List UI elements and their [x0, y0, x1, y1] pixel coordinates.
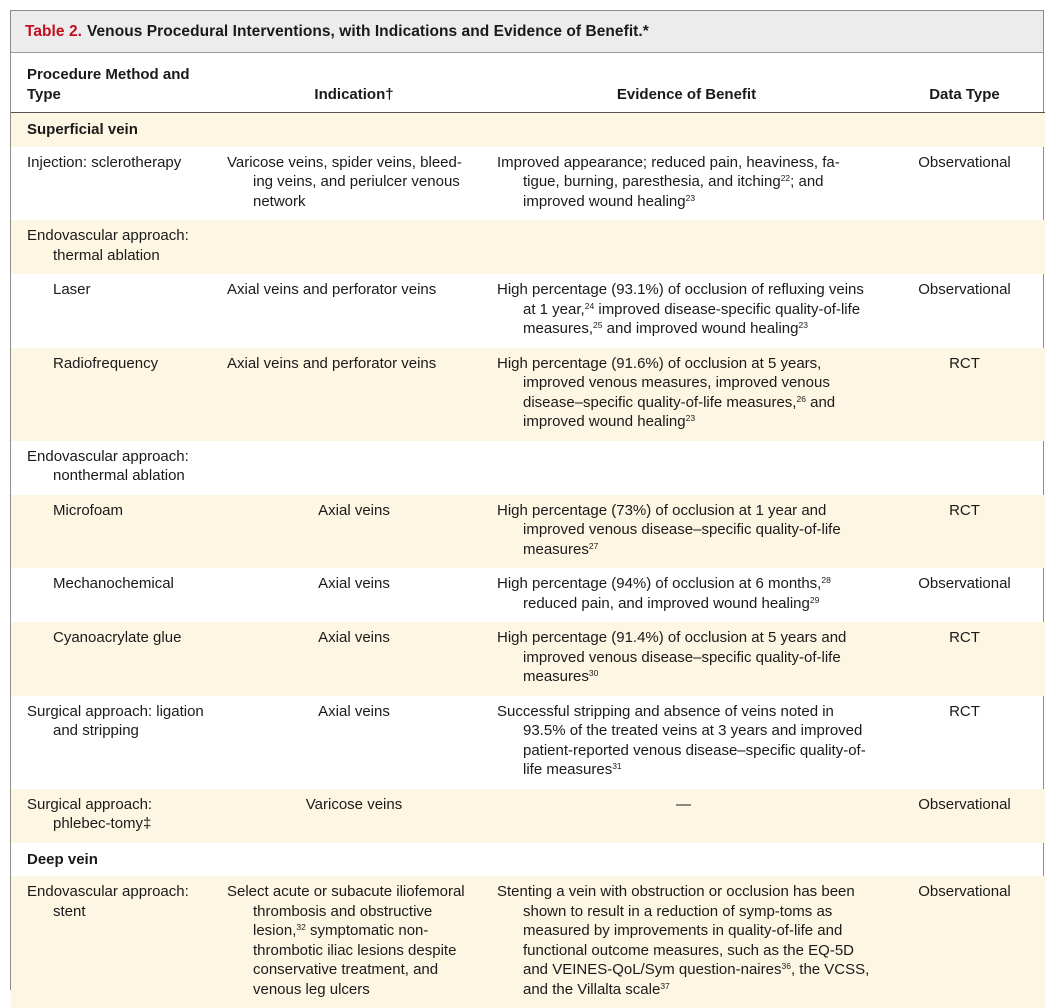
- data-type-cell: RCT: [949, 702, 980, 720]
- indication-cell: Select acute or subacute iliofemoral thrombosis and obstructive lesion,$^{32}$ symptomatic non-thrombotic iliac lesions despite conservative treatment, and venous leg ulcers: [219, 876, 489, 1008]
- evidence-cell: High percentage (93.1%) of occlusion of refluxing veins at 1 year,$^{24}$ improved disease-specific quality-of-life measures,$^{25}$ and improved wound healing$^{23}$: [497, 281, 864, 337]
- footnote-ref: 28: [821, 575, 831, 585]
- table-row: [11, 696, 1045, 789]
- indication-cell: Varicose veins: [219, 789, 489, 843]
- section-row-superficial: [11, 113, 1045, 147]
- evidence-cell: Successful stripping and absence of veins noted in 93.5% of the treated veins at 3 years and improved patient-reported venous disease–specific quality-of-life measures$^{31}$: [497, 702, 866, 778]
- table-row: [11, 789, 1045, 843]
- table-row: [11, 568, 1045, 622]
- procedure-cell: Surgical approach: phlebec-tomy‡: [11, 789, 219, 843]
- indication-cell: Axial veins: [318, 702, 390, 720]
- evidence-cell: High percentage (73%) of occlusion at 1 year and improved venous disease–specific quality-of-life measures$^{27}$: [489, 495, 884, 569]
- footnote-ref: 30: [588, 668, 599, 678]
- data-type-cell: Observational: [918, 281, 1011, 298]
- footnote-ref: 27: [588, 540, 599, 551]
- data-type-cell: Observational: [884, 789, 1045, 843]
- footnote-ref: 22: [780, 173, 791, 183]
- footnote-ref: 31: [612, 761, 622, 771]
- header-evidence: Evidence of Benefit: [489, 53, 884, 113]
- data-type-cell: RCT: [884, 495, 1045, 569]
- footnote-ref: 23: [798, 320, 808, 330]
- procedure-cell: Surgical approach: ligation and stripping: [27, 702, 204, 739]
- table-row: [11, 441, 1045, 495]
- section-label: Superficial vein: [11, 113, 1045, 147]
- procedure-cell: Laser: [53, 281, 91, 298]
- header-data-type: Data Type: [884, 53, 1045, 113]
- header-row: [11, 53, 1045, 113]
- procedure-cell: Mechanochemical: [53, 575, 174, 592]
- footnote-ref: 32: [296, 922, 306, 932]
- footnote-ref: 25: [593, 320, 603, 330]
- section-label: Deep vein: [27, 850, 98, 868]
- table-row: [11, 622, 1045, 696]
- data-type-cell: Observational: [918, 575, 1011, 592]
- footnote-ref: 24: [584, 300, 595, 311]
- table-row: [11, 495, 1045, 569]
- data-type-cell: Observational: [918, 153, 1011, 171]
- table-row: [11, 147, 1045, 221]
- procedure-cell: Injection: sclerotherapy: [27, 153, 182, 171]
- evidence-cell: Stenting a vein with obstruction or occlusion has been shown to result in a reduction of symp-toms as measured by improvements in quality-of-life and functional outcome measures, such as the EQ-5D and VEINES-QoL/Sym question-naires$^{36}$, the VCSS, and the Villalta scale$^{37}$: [489, 876, 884, 1008]
- procedure-cell: Microfoam: [11, 495, 219, 569]
- procedure-cell: Radiofrequency: [11, 348, 219, 441]
- evidence-cell: High percentage (91.6%) of occlusion at 5 years, improved venous measures, improved venous disease–specific quality-of-life measures,$^{26}$ and improved wound healing$^{23}$: [489, 348, 884, 441]
- evidence-cell: Improved appearance; reduced pain, heaviness, fa-tigue, burning, paresthesia, and itching$^{22}$; and improved wound healing$^{23}$: [497, 153, 840, 210]
- indication-cell: Axial veins: [318, 575, 390, 592]
- indication-cell: Axial veins: [219, 622, 489, 696]
- interventions-table: [11, 53, 1045, 1008]
- footnote-ref: 23: [685, 192, 696, 203]
- indication-cell: Axial veins and perforator veins: [219, 348, 489, 441]
- data-type-cell: Observational: [884, 876, 1045, 1008]
- indication-cell: Axial veins: [219, 495, 489, 569]
- procedure-cell: Endovascular approach: thermal ablation: [11, 220, 219, 274]
- table-row: [11, 876, 1045, 1008]
- indication-cell: Axial veins and perforator veins: [227, 281, 437, 298]
- table-title-bar: [11, 11, 1043, 53]
- data-type-cell: RCT: [884, 622, 1045, 696]
- footnote-ref: 29: [809, 594, 820, 605]
- evidence-cell: High percentage (91.4%) of occlusion at 5 years and improved venous disease–specific quality-of-life measures$^{30}$: [489, 622, 884, 696]
- header-indication: Indication†: [219, 53, 489, 113]
- procedure-cell: Endovascular approach: stent: [11, 876, 219, 1008]
- procedure-cell: Endovascular approach: nonthermal ablation: [27, 447, 189, 484]
- table-row: [11, 274, 1045, 348]
- table-row: [11, 220, 1045, 274]
- footnote-ref: 36: [781, 961, 791, 971]
- table-row: [11, 348, 1045, 441]
- table-title: Venous Procedural Interventions, with Indications and Evidence of Benefit.*: [86, 22, 649, 40]
- footnote-ref: 23: [685, 413, 696, 423]
- footnote-ref: 26: [796, 393, 806, 404]
- header-procedure: Procedure Method and Type: [11, 53, 219, 113]
- table-label: Table 2.: [25, 22, 82, 40]
- evidence-cell: High percentage (94%) of occlusion at 6 months,$^{28}$ reduced pain, and improved wound healing$^{29}$: [497, 575, 831, 612]
- table-frame: [10, 10, 1044, 998]
- indication-cell: Varicose veins, spider veins, bleed-ing veins, and periulcer venous network: [227, 153, 462, 210]
- data-type-cell: RCT: [884, 348, 1045, 441]
- evidence-cell: —: [489, 789, 884, 843]
- procedure-cell: Cyanoacrylate glue: [11, 622, 219, 696]
- footnote-ref: 37: [660, 980, 670, 991]
- section-row-deep: [11, 843, 1045, 877]
